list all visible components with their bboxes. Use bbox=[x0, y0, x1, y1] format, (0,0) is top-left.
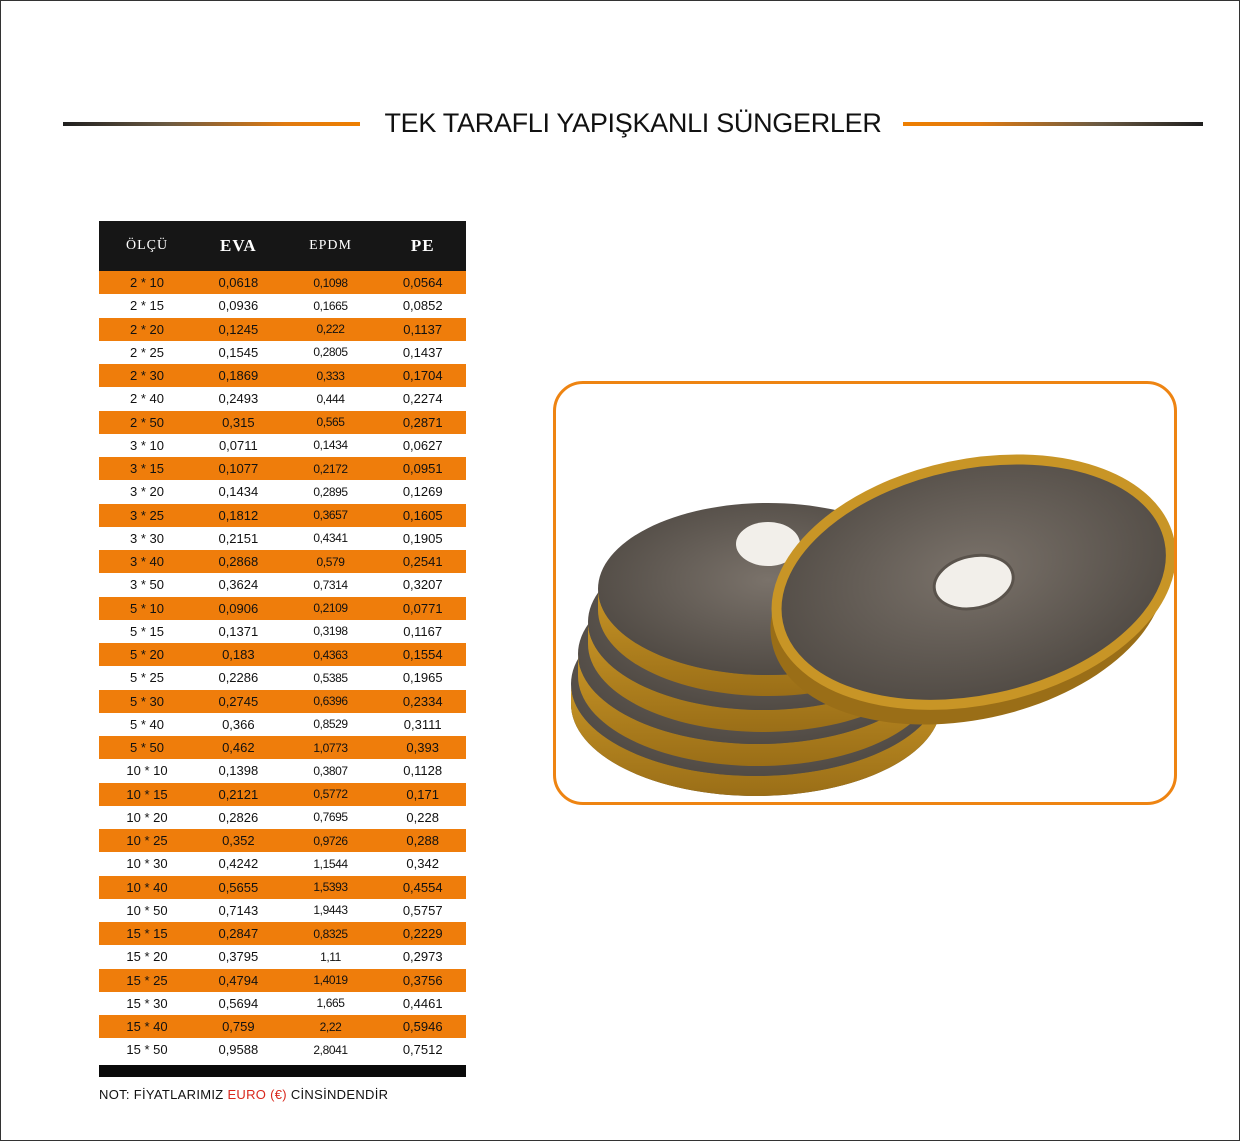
table-row bbox=[99, 783, 466, 806]
cell-pe: 0,5946 bbox=[379, 1015, 466, 1038]
table-bottom-bar bbox=[99, 1065, 466, 1077]
cell-pe: 0,1167 bbox=[379, 620, 466, 643]
cell-pe: 0,1965 bbox=[379, 666, 466, 689]
cell-eva: 0,1371 bbox=[195, 620, 282, 643]
cell-eva: 0,3795 bbox=[195, 945, 282, 968]
cell-olcu: 2 * 10 bbox=[99, 271, 195, 294]
cell-olcu: 15 * 25 bbox=[99, 969, 195, 992]
price-table-body bbox=[99, 271, 466, 1062]
table-row bbox=[99, 713, 466, 736]
cell-olcu: 15 * 40 bbox=[99, 1015, 195, 1038]
table-row bbox=[99, 666, 466, 689]
cell-epdm: 0,2109 bbox=[282, 597, 380, 620]
cell-pe: 0,228 bbox=[379, 806, 466, 829]
title-rule-left bbox=[63, 122, 360, 126]
cell-epdm: 0,3807 bbox=[282, 759, 380, 782]
cell-pe: 0,4554 bbox=[379, 876, 466, 899]
note-currency: EURO (€) bbox=[227, 1087, 287, 1102]
cell-eva: 0,1434 bbox=[195, 480, 282, 503]
cell-eva: 0,4242 bbox=[195, 852, 282, 875]
cell-pe: 0,0627 bbox=[379, 434, 466, 457]
table-row bbox=[99, 550, 466, 573]
cell-epdm: 0,222 bbox=[282, 318, 380, 341]
table-row bbox=[99, 318, 466, 341]
cell-olcu: 5 * 15 bbox=[99, 620, 195, 643]
table-row bbox=[99, 876, 466, 899]
table-header-row bbox=[99, 221, 466, 271]
table-row bbox=[99, 1015, 466, 1038]
table-row bbox=[99, 759, 466, 782]
cell-pe: 0,4461 bbox=[379, 992, 466, 1015]
cell-pe: 0,393 bbox=[379, 736, 466, 759]
cell-pe: 0,2334 bbox=[379, 690, 466, 713]
cell-olcu: 2 * 40 bbox=[99, 387, 195, 410]
cell-eva: 0,2286 bbox=[195, 666, 282, 689]
cell-eva: 0,2493 bbox=[195, 387, 282, 410]
cell-eva: 0,315 bbox=[195, 411, 282, 434]
table-row bbox=[99, 387, 466, 410]
cell-olcu: 10 * 40 bbox=[99, 876, 195, 899]
cell-pe: 0,1437 bbox=[379, 341, 466, 364]
cell-olcu: 5 * 30 bbox=[99, 690, 195, 713]
note-prefix: NOT: FİYATLARIMIZ bbox=[99, 1087, 224, 1102]
cell-epdm: 0,444 bbox=[282, 387, 380, 410]
table-row bbox=[99, 434, 466, 457]
table-row bbox=[99, 969, 466, 992]
product-photo-frame bbox=[553, 381, 1177, 805]
cell-pe: 0,0771 bbox=[379, 597, 466, 620]
cell-epdm: 1,5393 bbox=[282, 876, 380, 899]
cell-eva: 0,1812 bbox=[195, 504, 282, 527]
cell-olcu: 10 * 15 bbox=[99, 783, 195, 806]
cell-olcu: 10 * 30 bbox=[99, 852, 195, 875]
cell-pe: 0,2229 bbox=[379, 922, 466, 945]
page-title: TEK TARAFLI YAPIŞKANLI SÜNGERLER bbox=[384, 108, 882, 138]
price-note bbox=[99, 1087, 388, 1102]
tape-rolls-image bbox=[556, 384, 1174, 802]
table-row bbox=[99, 922, 466, 945]
cell-pe: 0,2274 bbox=[379, 387, 466, 410]
cell-eva: 0,0906 bbox=[195, 597, 282, 620]
cell-olcu: 3 * 50 bbox=[99, 573, 195, 596]
cell-pe: 0,2541 bbox=[379, 550, 466, 573]
cell-epdm: 0,2895 bbox=[282, 480, 380, 503]
cell-epdm: 0,565 bbox=[282, 411, 380, 434]
cell-epdm: 1,11 bbox=[282, 945, 380, 968]
cell-epdm: 1,1544 bbox=[282, 852, 380, 875]
cell-eva: 0,4794 bbox=[195, 969, 282, 992]
table-row bbox=[99, 899, 466, 922]
cell-olcu: 10 * 25 bbox=[99, 829, 195, 852]
cell-olcu: 5 * 25 bbox=[99, 666, 195, 689]
table-row bbox=[99, 573, 466, 596]
cell-epdm: 0,1434 bbox=[282, 434, 380, 457]
cell-olcu: 5 * 40 bbox=[99, 713, 195, 736]
cell-epdm: 0,333 bbox=[282, 364, 380, 387]
cell-eva: 0,1245 bbox=[195, 318, 282, 341]
header-eva: EVA bbox=[195, 221, 282, 271]
cell-eva: 0,0936 bbox=[195, 294, 282, 317]
table-row bbox=[99, 364, 466, 387]
cell-pe: 0,342 bbox=[379, 852, 466, 875]
cell-eva: 0,7143 bbox=[195, 899, 282, 922]
title-rule-right bbox=[903, 122, 1203, 126]
cell-epdm: 0,2805 bbox=[282, 341, 380, 364]
cell-epdm: 0,1665 bbox=[282, 294, 380, 317]
cell-epdm: 2,8041 bbox=[282, 1038, 380, 1061]
cell-pe: 0,5757 bbox=[379, 899, 466, 922]
table-row bbox=[99, 1038, 466, 1061]
cell-olcu: 3 * 40 bbox=[99, 550, 195, 573]
cell-epdm: 1,0773 bbox=[282, 736, 380, 759]
cell-epdm: 1,4019 bbox=[282, 969, 380, 992]
table-row bbox=[99, 829, 466, 852]
table-row bbox=[99, 643, 466, 666]
header-epdm: EPDM bbox=[282, 221, 380, 271]
cell-olcu: 3 * 10 bbox=[99, 434, 195, 457]
cell-epdm: 0,8529 bbox=[282, 713, 380, 736]
cell-epdm: 0,4341 bbox=[282, 527, 380, 550]
cell-pe: 0,2973 bbox=[379, 945, 466, 968]
cell-eva: 0,0711 bbox=[195, 434, 282, 457]
table-row bbox=[99, 341, 466, 364]
cell-epdm: 0,3657 bbox=[282, 504, 380, 527]
cell-eva: 0,759 bbox=[195, 1015, 282, 1038]
cell-eva: 0,5655 bbox=[195, 876, 282, 899]
cell-epdm: 0,6396 bbox=[282, 690, 380, 713]
cell-olcu: 5 * 50 bbox=[99, 736, 195, 759]
price-table bbox=[99, 221, 466, 1062]
cell-epdm: 0,4363 bbox=[282, 643, 380, 666]
cell-eva: 0,366 bbox=[195, 713, 282, 736]
cell-olcu: 15 * 30 bbox=[99, 992, 195, 1015]
cell-olcu: 2 * 20 bbox=[99, 318, 195, 341]
cell-olcu: 10 * 10 bbox=[99, 759, 195, 782]
cell-olcu: 15 * 20 bbox=[99, 945, 195, 968]
cell-pe: 0,3207 bbox=[379, 573, 466, 596]
cell-pe: 0,1128 bbox=[379, 759, 466, 782]
cell-epdm: 0,7314 bbox=[282, 573, 380, 596]
cell-pe: 0,1137 bbox=[379, 318, 466, 341]
cell-eva: 0,183 bbox=[195, 643, 282, 666]
cell-eva: 0,2121 bbox=[195, 783, 282, 806]
cell-pe: 0,7512 bbox=[379, 1038, 466, 1061]
cell-olcu: 3 * 20 bbox=[99, 480, 195, 503]
cell-eva: 0,352 bbox=[195, 829, 282, 852]
table-row bbox=[99, 945, 466, 968]
cell-eva: 0,1077 bbox=[195, 457, 282, 480]
cell-epdm: 1,9443 bbox=[282, 899, 380, 922]
cell-olcu: 10 * 20 bbox=[99, 806, 195, 829]
cell-eva: 0,0618 bbox=[195, 271, 282, 294]
cell-pe: 0,1704 bbox=[379, 364, 466, 387]
cell-eva: 0,1869 bbox=[195, 364, 282, 387]
header-pe: PE bbox=[379, 221, 466, 271]
header-olcu: ÖLÇÜ bbox=[99, 221, 195, 271]
cell-olcu: 3 * 25 bbox=[99, 504, 195, 527]
cell-epdm: 0,2172 bbox=[282, 457, 380, 480]
cell-eva: 0,2847 bbox=[195, 922, 282, 945]
table-row bbox=[99, 597, 466, 620]
table-row bbox=[99, 852, 466, 875]
cell-olcu: 3 * 30 bbox=[99, 527, 195, 550]
table-row bbox=[99, 527, 466, 550]
table-row bbox=[99, 736, 466, 759]
cell-olcu: 2 * 25 bbox=[99, 341, 195, 364]
cell-eva: 0,2151 bbox=[195, 527, 282, 550]
cell-eva: 0,1398 bbox=[195, 759, 282, 782]
cell-eva: 0,462 bbox=[195, 736, 282, 759]
cell-pe: 0,1905 bbox=[379, 527, 466, 550]
cell-olcu: 5 * 10 bbox=[99, 597, 195, 620]
table-row bbox=[99, 294, 466, 317]
cell-eva: 0,2868 bbox=[195, 550, 282, 573]
cell-epdm: 2,22 bbox=[282, 1015, 380, 1038]
cell-epdm: 0,7695 bbox=[282, 806, 380, 829]
cell-olcu: 3 * 15 bbox=[99, 457, 195, 480]
cell-epdm: 0,8325 bbox=[282, 922, 380, 945]
cell-olcu: 15 * 15 bbox=[99, 922, 195, 945]
note-suffix: CİNSİNDENDİR bbox=[290, 1087, 389, 1102]
cell-pe: 0,0951 bbox=[379, 457, 466, 480]
cell-olcu: 5 * 20 bbox=[99, 643, 195, 666]
cell-epdm: 0,3198 bbox=[282, 620, 380, 643]
table-row bbox=[99, 806, 466, 829]
table-row bbox=[99, 457, 466, 480]
table-row bbox=[99, 504, 466, 527]
cell-epdm: 0,5772 bbox=[282, 783, 380, 806]
cell-pe: 0,1269 bbox=[379, 480, 466, 503]
title-row bbox=[63, 100, 1203, 150]
cell-olcu: 2 * 30 bbox=[99, 364, 195, 387]
cell-eva: 0,2745 bbox=[195, 690, 282, 713]
table-row bbox=[99, 992, 466, 1015]
cell-epdm: 0,5385 bbox=[282, 666, 380, 689]
cell-pe: 0,3756 bbox=[379, 969, 466, 992]
cell-eva: 0,1545 bbox=[195, 341, 282, 364]
cell-olcu: 2 * 50 bbox=[99, 411, 195, 434]
cell-pe: 0,288 bbox=[379, 829, 466, 852]
cell-pe: 0,171 bbox=[379, 783, 466, 806]
table-row bbox=[99, 411, 466, 434]
cell-olcu: 10 * 50 bbox=[99, 899, 195, 922]
cell-eva: 0,9588 bbox=[195, 1038, 282, 1061]
cell-pe: 0,1554 bbox=[379, 643, 466, 666]
cell-pe: 0,3111 bbox=[379, 713, 466, 736]
cell-olcu: 2 * 15 bbox=[99, 294, 195, 317]
cell-eva: 0,2826 bbox=[195, 806, 282, 829]
cell-epdm: 0,1098 bbox=[282, 271, 380, 294]
cell-pe: 0,0564 bbox=[379, 271, 466, 294]
cell-pe: 0,1605 bbox=[379, 504, 466, 527]
cell-epdm: 0,579 bbox=[282, 550, 380, 573]
table-row bbox=[99, 690, 466, 713]
cell-eva: 0,3624 bbox=[195, 573, 282, 596]
table-row bbox=[99, 480, 466, 503]
table-row bbox=[99, 620, 466, 643]
cell-epdm: 0,9726 bbox=[282, 829, 380, 852]
cell-pe: 0,0852 bbox=[379, 294, 466, 317]
cell-olcu: 15 * 50 bbox=[99, 1038, 195, 1061]
table-row bbox=[99, 271, 466, 294]
cell-epdm: 1,665 bbox=[282, 992, 380, 1015]
cell-eva: 0,5694 bbox=[195, 992, 282, 1015]
cell-pe: 0,2871 bbox=[379, 411, 466, 434]
